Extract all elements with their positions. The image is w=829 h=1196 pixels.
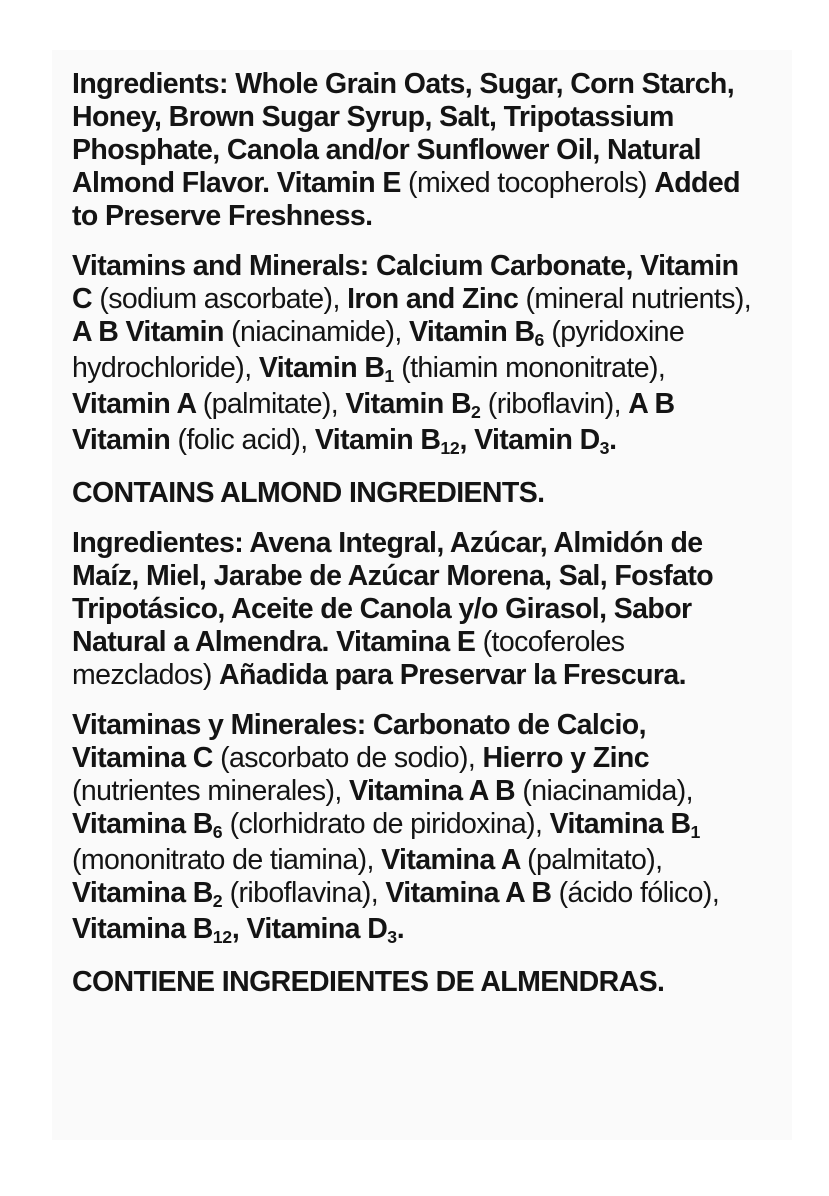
- subscript-text-run: 12: [440, 437, 460, 458]
- text-run: (mineral nutrients),: [525, 283, 752, 315]
- subscript-text-run: 12: [212, 926, 232, 947]
- ingredients-label-panel: [52, 50, 792, 1140]
- text-run: Vitamin B: [409, 316, 535, 348]
- text-run: Vitamina B: [72, 877, 213, 909]
- text-run: Vitamin B: [345, 388, 471, 420]
- text-run: (sodium ascorbate),: [99, 283, 348, 315]
- ingredients-spanish-paragraph: [72, 527, 764, 692]
- text-run: CONTIENE INGREDIENTES DE ALMENDRAS.: [72, 966, 665, 998]
- text-run: Vitamina A: [381, 844, 528, 876]
- subscript-text-run: 6: [212, 821, 223, 842]
- text-run: Ingredients: Whole Grain Oats, Sugar, Corn Starch, Honey, Brown Sugar Syrup, Salt, Tripotassium Phosphate, Canola and/or Sunflower Oil, Natural Almond Flavor. Vitamin E: [72, 68, 735, 199]
- text-run: Vitamin A: [72, 388, 203, 420]
- text-run: (niacinamide),: [231, 316, 409, 348]
- text-run: .: [396, 913, 405, 945]
- text-run: Ingredientes: Avena Integral, Azúcar, Almidón de Maíz, Miel, Jarabe de Azúcar Morena, Sal, Fosfato Tripotásico, Aceite de Canola y/o Girasol, Sabor Natural a Almendra. Vitamina E: [72, 527, 714, 658]
- text-run: , Vitamina D: [231, 913, 388, 945]
- text-run: (ascorbato de sodio),: [220, 742, 483, 774]
- text-run: Iron and Zinc: [347, 283, 526, 315]
- text-run: (nutrientes minerales),: [72, 775, 350, 807]
- text-run: Hierro y Zinc: [482, 742, 649, 774]
- text-run: (mixed tocopherols): [408, 167, 655, 199]
- text-run: (palmitato),: [527, 844, 663, 876]
- text-run: Vitamin B: [314, 424, 441, 456]
- text-run: (thiamin mononitrate),: [401, 352, 666, 384]
- text-run: Vitaminas y Minerales: Carbonato de Calcio, Vitamina C: [72, 709, 646, 774]
- text-run: (palmitate),: [202, 388, 346, 420]
- subscript-text-run: 3: [599, 437, 610, 458]
- text-run: (riboflavin),: [487, 388, 629, 420]
- text-run: Vitamin B: [258, 352, 385, 384]
- text-run: .: [609, 424, 617, 456]
- subscript-text-run: 6: [534, 329, 545, 350]
- contains-allergen-english-statement: [72, 477, 764, 510]
- text-run: Vitamina A B: [349, 775, 523, 807]
- subscript-text-run: 1: [384, 365, 394, 386]
- text-run: A B Vitamin: [72, 388, 675, 456]
- text-run: Vitamina A B: [385, 877, 559, 909]
- text-run: Vitamins and Minerals: Calcium Carbonate, Vitamin C: [72, 250, 739, 315]
- subscript-text-run: 2: [470, 401, 481, 422]
- contains-allergen-spanish-statement: [72, 966, 764, 999]
- text-run: [222, 877, 229, 909]
- text-run: (mononitrato de tiamina),: [72, 844, 382, 876]
- text-run: (folic acid),: [177, 424, 315, 456]
- text-run: (pyridoxine hydrochloride),: [72, 316, 685, 384]
- vitamins-minerals-spanish-paragraph: [72, 709, 764, 949]
- text-run: [222, 808, 229, 840]
- text-run: (niacinamida),: [522, 775, 693, 807]
- text-run: (ácido fólico),: [558, 877, 720, 909]
- text-run: A B Vitamin: [72, 316, 232, 348]
- text-run: Añadida para Preservar la Frescura.: [219, 659, 686, 691]
- text-run: (clorhidrato de piridoxina),: [229, 808, 550, 840]
- text-run: Vitamina B: [549, 808, 691, 840]
- text-run: Vitamina B: [72, 808, 213, 840]
- subscript-text-run: 1: [690, 821, 700, 842]
- text-run: (riboflavina),: [229, 877, 386, 909]
- text-run: (tocoferoles mezclados): [72, 626, 625, 691]
- text-run: CONTAINS ALMOND INGREDIENTS.: [72, 477, 545, 509]
- vitamins-minerals-english-paragraph: [72, 250, 764, 460]
- text-run: , Vitamin D: [459, 424, 600, 456]
- ingredients-english-paragraph: [72, 68, 764, 233]
- text-run: [480, 388, 487, 420]
- text-run: Vitamina B: [72, 913, 213, 945]
- subscript-text-run: 3: [387, 926, 397, 947]
- subscript-text-run: 2: [212, 890, 223, 911]
- text-run: Added to Preserve Freshness.: [72, 167, 740, 232]
